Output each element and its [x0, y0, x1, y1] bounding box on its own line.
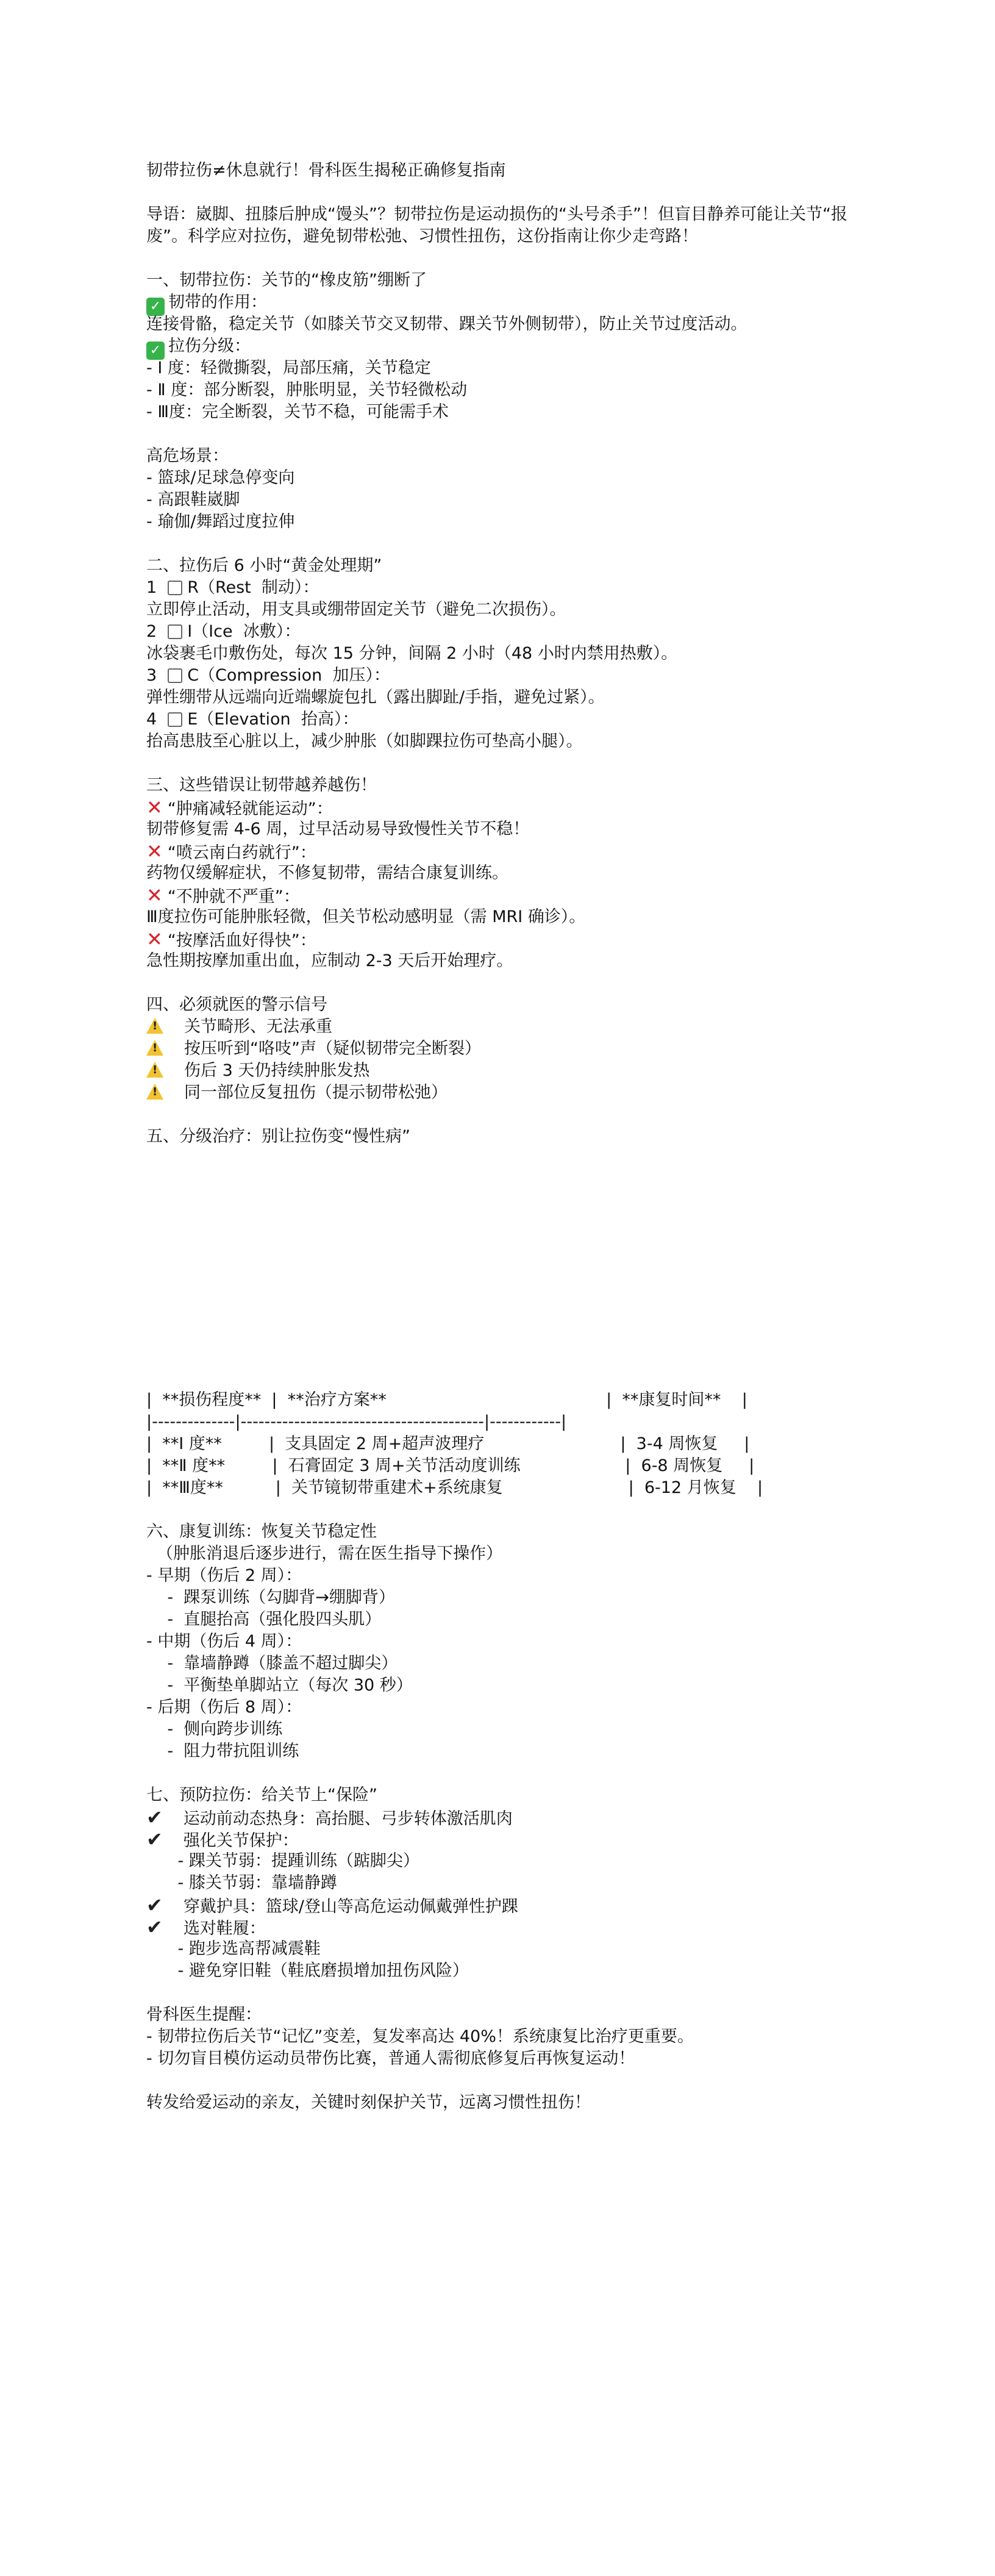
tick-icon: ✔ [146, 1916, 163, 1939]
grade-item: - Ⅱ 度：部分断裂，肿胀明显，关节轻微松动 [146, 381, 468, 399]
section-1-heading: 一、韧带拉伤：关节的“橡皮筋”绷断了 [146, 271, 427, 290]
tick-icon: ✔ [146, 1806, 163, 1829]
myth-fact: Ⅲ度拉伤可能肿胀轻微，但关节松动感明显（需 MRI 确诊）。 [146, 907, 586, 926]
rehab-line: - 后期（伤后 8 周）： [146, 1698, 302, 1717]
myth-fact: 急性期按摩加重出血，应制动 2-3 天后开始理疗。 [146, 951, 513, 970]
section-5-heading: 五、分级治疗：别让拉伤变“慢性病” [146, 1127, 410, 1146]
myth-fact: 药物仅缓解症状，不修复韧带，需结合康复训练。 [146, 864, 508, 882]
table-row-header: | **损伤程度** | **治疗方案** | **康复时间** | [146, 1390, 747, 1409]
reminder-line: - 韧带拉伤后关节“记忆”变差，复发率高达 40%！系统康复比治疗更重要。 [146, 2027, 694, 2046]
prevent-item: ✔ 运动前动态热身：高抬腿、弓步转体激活肌肉 [146, 1806, 513, 1829]
step-text: 冰袋裹毛巾敷伤处，每次 15 分钟，间隔 2 小时（48 小时内禁用热敷）。 [146, 644, 678, 663]
section-3-heading: 三、这些错误让韧带越养越伤！ [146, 776, 377, 795]
tick-icon: ✔ [146, 1894, 163, 1917]
prevent-subitem: - 避免穿旧鞋（鞋底磨损增加扭伤风险） [146, 1961, 469, 1980]
risk-label: 高危场景： [146, 446, 229, 465]
warning-sign: !伤后 3 天仍持续肿胀发热 [146, 1060, 866, 1082]
myth-fact: 韧带修复需 4-6 周，过早活动易导致慢性关节不稳！ [146, 820, 530, 839]
cross-mark-icon: ✕ [146, 840, 163, 863]
section-2-heading: 二、拉伤后 6 小时“黄金处理期” [146, 556, 382, 575]
intro-line-1: 导语：崴脚、扭膝后肿成“馒头”？韧带拉伤是运动损伤的“头号杀手”！但盲目静养可能让关节“报 [146, 205, 847, 224]
rehab-line: - 靠墙静蹲（膝盖不超过脚尖） [146, 1654, 398, 1673]
rehab-line: - 阻力带抗阻训练 [146, 1742, 299, 1761]
cross-mark-icon: ✕ [146, 884, 163, 907]
step-text: 弹性绷带从远端向近端螺旋包扎（露出脚趾/手指，避免过紧）。 [146, 688, 605, 707]
prevent-item: ✔ 选对鞋履： [146, 1916, 266, 1939]
rehab-line: - 踝泵训练（勾脚背→绷脚背） [146, 1588, 395, 1607]
document-body [146, 160, 866, 2114]
warning-icon [146, 1084, 163, 1100]
section-7-heading: 七、预防拉伤：给关节上“保险” [146, 1786, 377, 1805]
treatment-table [146, 1389, 866, 1499]
cross-mark-icon: ✕ [146, 796, 163, 819]
prevent-subitem: - 踝关节弱：提踵训练（踮脚尖） [146, 1852, 419, 1870]
myth-item: ✕ “肿痛减轻就能运动”： [146, 796, 333, 819]
section-6-heading: 六、康复训练：恢复关节稳定性 [146, 1522, 377, 1541]
checkbox-icon [168, 624, 182, 639]
warning-sign: !按压听到“咯吱”声（疑似韧带完全断裂） [146, 1038, 866, 1060]
rehab-line: - 直腿抬高（强化股四头肌） [146, 1610, 382, 1629]
ligament-role-label: ✓ 韧带的作用： [146, 292, 866, 313]
step-text: 立即停止活动，用支具或绷带固定关节（避免二次损伤）。 [146, 600, 566, 619]
table-row: | **Ⅲ度** | 关节镜韧带重建术+系统康复 | 6-12 月恢复 | [146, 1478, 763, 1497]
reminder-line: - 切勿盲目模仿运动员带伤比赛，普通人需彻底修复后再恢复运动！ [146, 2049, 635, 2068]
risk-item: - 篮球/足球急停变向 [146, 468, 295, 487]
rehab-line: - 侧向跨步训练 [146, 1720, 283, 1739]
risk-item: - 瑜伽/舞蹈过度拉伸 [146, 512, 295, 531]
rehab-line: - 平衡垫单脚站立（每次 30 秒） [146, 1676, 413, 1695]
risk-item: - 高跟鞋崴脚 [146, 490, 240, 509]
warning-icon [146, 1018, 163, 1034]
reminder-label: 骨科医生提醒： [146, 2005, 262, 2024]
grade-item: - Ⅰ 度：轻微撕裂，局部压痛，关节稳定 [146, 359, 431, 377]
grade-label: ✓ 拉伤分级： [146, 335, 866, 357]
checkbox-icon [168, 581, 182, 595]
section-4-heading: 四、必须就医的警示信号 [146, 995, 327, 1014]
step-label: 1 R（Rest 制动）： [146, 578, 319, 597]
prevent-subitem: - 膝关节弱：靠墙静蹲 [146, 1873, 337, 1892]
closing-line: 转发给爱运动的亲友，关键时刻保护关节，远离习惯性扭伤！ [146, 2093, 591, 2112]
step-label: 4 E（Elevation 抬高）： [146, 710, 359, 729]
intro-line-2: 废”。科学应对拉伤，避免韧带松弛、习惯性扭伤，这份指南让你少走弯路！ [146, 227, 698, 246]
prevent-item: ✔ 强化关节保护： [146, 1828, 299, 1851]
cross-mark-icon: ✕ [146, 928, 163, 951]
table-row-separator: |--------------|-----------------------------------------|------------| [146, 1412, 567, 1431]
check-mark-icon: ✓ [146, 342, 165, 360]
step-label: 2 I（Ice 冰敷）： [146, 622, 301, 641]
warning-icon [146, 1040, 163, 1056]
step-text: 抬高患肢至心脏以上，减少肿胀（如脚踝拉伤可垫高小腿）。 [146, 732, 583, 751]
prevent-item: ✔ 穿戴护具：篮球/登山等高危运动佩戴弹性护踝 [146, 1894, 518, 1917]
rehab-line: - 早期（伤后 2 周）： [146, 1566, 302, 1585]
table-row: | **Ⅱ 度** | 石膏固定 3 周+关节活动度训练 | 6-8 周恢复 | [146, 1456, 755, 1475]
checkbox-icon [168, 712, 182, 727]
step-label: 3 C（Compression 加压）： [146, 666, 390, 685]
rehab-line: - 中期（伤后 4 周）： [146, 1632, 302, 1651]
table-row: | **Ⅰ 度** | 支具固定 2 周+超声波理疗 | 3-4 周恢复 | [146, 1434, 750, 1453]
checkbox-icon [168, 668, 182, 683]
warning-sign: !同一部位反复扭伤（提示韧带松弛） [146, 1082, 866, 1104]
tick-icon: ✔ [146, 1828, 163, 1851]
check-mark-icon: ✓ [146, 298, 165, 316]
article-title: 韧带拉伤≠休息就行！骨科医生揭秘正确修复指南 [146, 161, 506, 180]
ligament-role-text: 连接骨骼，稳定关节（如膝关节交叉韧带、踝关节外侧韧带），防止关节过度活动。 [146, 315, 747, 334]
myth-item: ✕ “不肿就不严重”： [146, 884, 300, 907]
warning-icon [146, 1062, 163, 1078]
grade-item: - Ⅲ度：完全断裂，关节不稳，可能需手术 [146, 402, 449, 421]
myth-item: ✕ “喷云南白药就行”： [146, 840, 316, 863]
rehab-line: （肿胀消退后逐步进行，需在医生指导下操作） [146, 1544, 503, 1563]
prevent-subitem: - 跑步选高帮减震鞋 [146, 1939, 321, 1958]
myth-item: ✕ “按摩活血好得快”： [146, 928, 316, 951]
warning-sign: !关节畸形、无法承重 [146, 1016, 866, 1038]
